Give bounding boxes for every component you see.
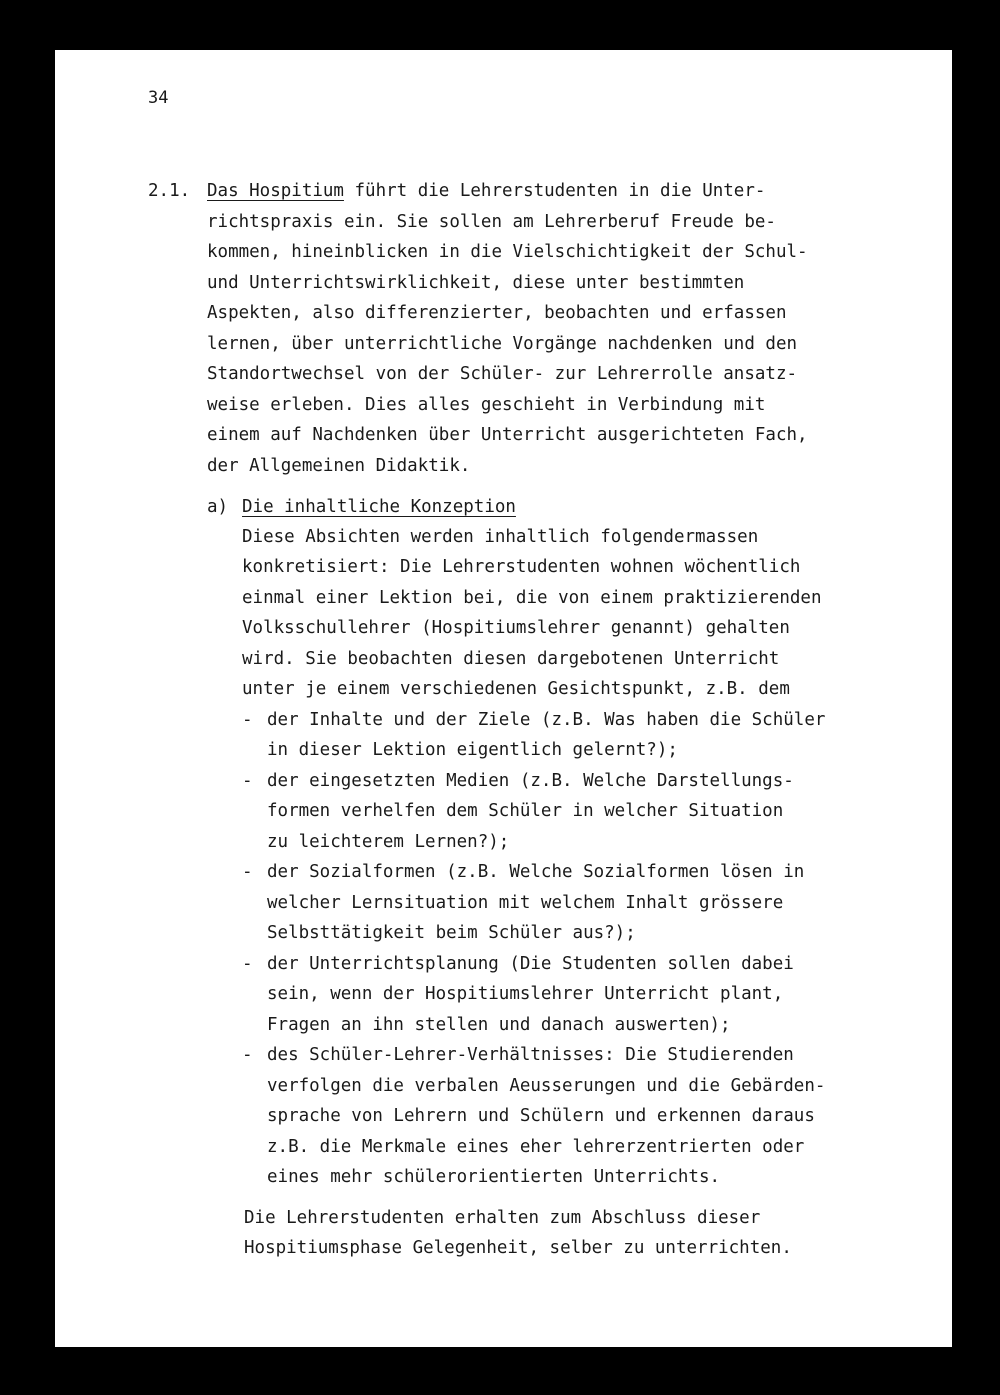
- bullet-line: der Unterrichtsplanung (Die Studenten sollen dabei: [267, 954, 794, 974]
- section-line: der Allgemeinen Didaktik.: [207, 456, 471, 476]
- bullet-marker: -: [242, 862, 253, 882]
- bullet-line: Fragen an ihn stellen und danach auswerten);: [267, 1015, 731, 1035]
- bullet-line: verfolgen die verbalen Aeusserungen und die Gebärden-: [267, 1076, 826, 1096]
- section-line: kommen, hineinblicken in die Vielschichtigkeit der Schul-: [207, 242, 808, 262]
- bullet-line: formen verhelfen dem Schüler in welcher Situation: [267, 801, 784, 821]
- closing-line: Hospitiumsphase Gelegenheit, selber zu unterrichten.: [244, 1238, 792, 1258]
- bullet-marker: -: [242, 710, 253, 730]
- bullet-marker: -: [242, 1045, 253, 1065]
- section-line: und Unterrichtswirklichkeit, diese unter bestimmten: [207, 273, 745, 293]
- subsection-intro-line: unter je einem verschiedenen Gesichtspunkt, z.B. dem: [242, 679, 790, 699]
- bullet-line: zu leichterem Lernen?);: [267, 832, 510, 852]
- section-title: Das Hospitium: [207, 181, 344, 201]
- section-line: Aspekten, also differenzierter, beobachten und erfassen: [207, 303, 787, 323]
- closing-line: Die Lehrerstudenten erhalten zum Abschluss dieser: [244, 1208, 761, 1228]
- section-line: weise erleben. Dies alles geschieht in Verbindung mit: [207, 395, 766, 415]
- subsection-intro-line: wird. Sie beobachten diesen dargebotenen Unterricht: [242, 649, 780, 669]
- section-line: einem auf Nachdenken über Unterricht ausgerichteten Fach,: [207, 425, 808, 445]
- subsection-intro-line: Volksschullehrer (Hospitiumslehrer genannt) gehalten: [242, 618, 790, 638]
- document-page: [55, 50, 952, 1347]
- bullet-line: des Schüler-Lehrer-Verhältnisses: Die Studierenden: [267, 1045, 794, 1065]
- bullet-line: sein, wenn der Hospitiumslehrer Unterricht plant,: [267, 984, 784, 1004]
- bullet-line: der eingesetzten Medien (z.B. Welche Darstellungs-: [267, 771, 794, 791]
- bullet-line: in dieser Lektion eigentlich gelernt?);: [267, 740, 678, 760]
- bullet-line: welcher Lernsituation mit welchem Inhalt grössere: [267, 893, 784, 913]
- section-line: lernen, über unterrichtliche Vorgänge nachdenken und den: [207, 334, 798, 354]
- bullet-line: der Sozialformen (z.B. Welche Sozialformen lösen in: [267, 862, 805, 882]
- subsection-title: Die inhaltliche Konzeption: [242, 497, 516, 517]
- section-first-line: [207, 176, 765, 206]
- page-number: 34: [148, 88, 169, 108]
- section-number: 2.1.: [148, 181, 191, 201]
- section-first-line-rest: führt die Lehrerstudenten in die Unter-: [343, 181, 766, 201]
- subsection-intro-line: Diese Absichten werden inhaltlich folgendermassen: [242, 527, 759, 547]
- section-line: richtspraxis ein. Sie sollen am Lehrerberuf Freude be-: [207, 212, 776, 232]
- section-line: Standortwechsel von der Schüler- zur Lehrerrolle ansatz-: [207, 364, 798, 384]
- bullet-line: der Inhalte und der Ziele (z.B. Was haben die Schüler: [267, 710, 826, 730]
- subsection-intro-line: einmal einer Lektion bei, die von einem praktizierenden: [242, 588, 822, 608]
- bullet-line: sprache von Lehrern und Schülern und erkennen daraus: [267, 1106, 815, 1126]
- subsection-intro-line: konkretisiert: Die Lehrerstudenten wohnen wöchentlich: [242, 557, 801, 577]
- subsection-label: a): [207, 497, 229, 517]
- bullet-line: Selbsttätigkeit beim Schüler aus?);: [267, 923, 636, 943]
- bullet-line: z.B. die Merkmale eines eher lehrerzentrierten oder: [267, 1137, 805, 1157]
- bullet-marker: -: [242, 954, 253, 974]
- bullet-marker: -: [242, 771, 253, 791]
- bullet-line: eines mehr schülerorientierten Unterrichts.: [267, 1167, 721, 1187]
